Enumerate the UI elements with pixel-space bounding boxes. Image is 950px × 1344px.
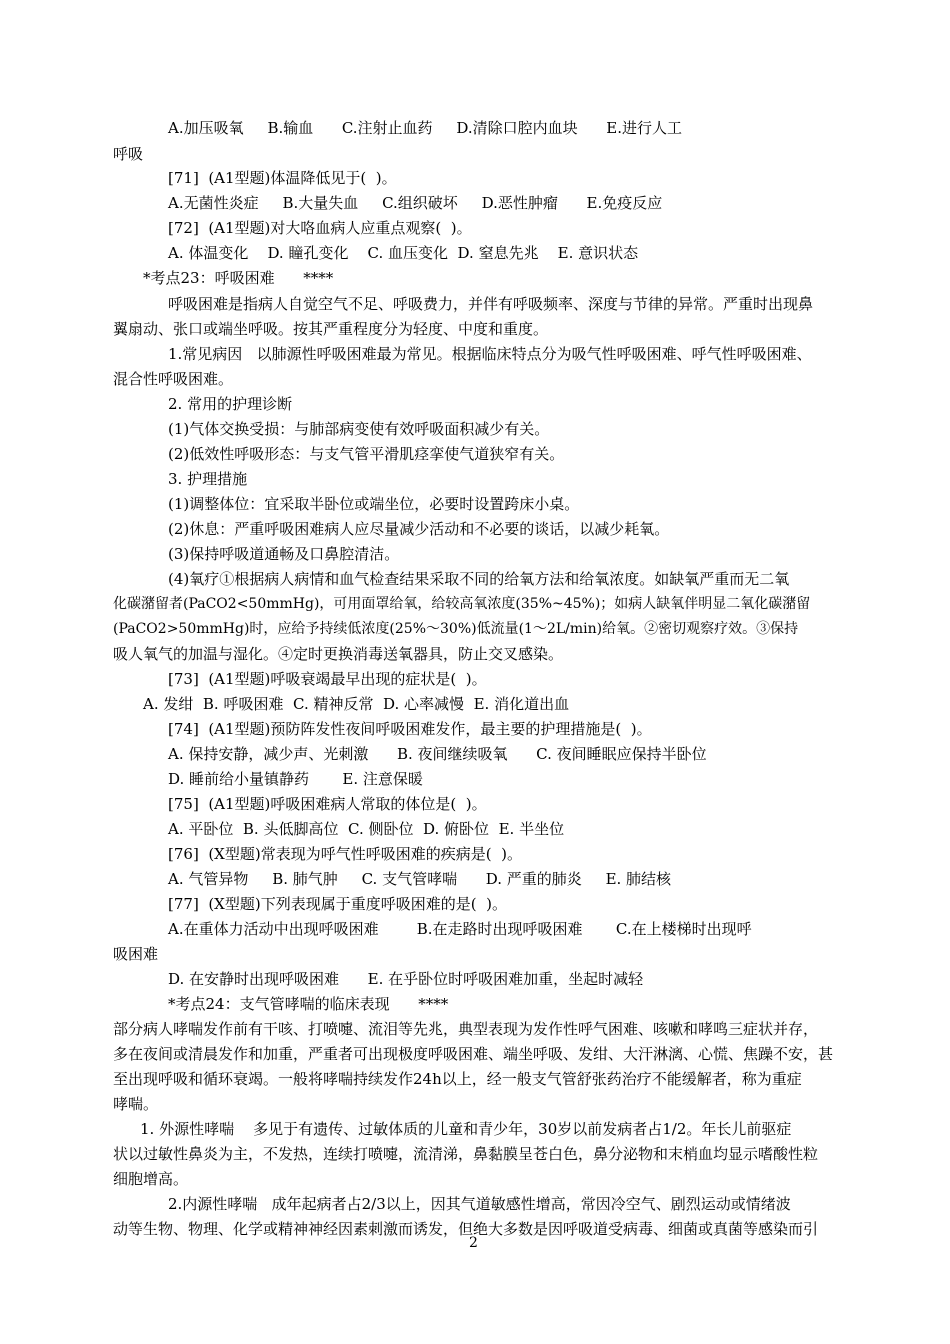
q77-options-cont: 吸困难	[113, 945, 159, 963]
q77-options: A.在重体力活动中出现呼吸困难 B.在走路时出现呼吸困难 C.在上楼梯时出现呼	[168, 920, 752, 938]
q74-options: A. 保持安静，减少声、光刺激 B. 夜间继续吸氧 C. 夜间睡眠应保持半卧位	[168, 745, 707, 763]
q77-stem: [77] (X型题)下列表现属于重度呼吸困难的是( )。	[168, 895, 507, 913]
list-item: (2)低效性呼吸形态：与支气管平滑肌痉挛使气道狭窄有关。	[168, 445, 565, 463]
section-heading: 3. 护理措施	[168, 470, 248, 488]
topic-24-heading: *考点24：支气管哮喘的临床表现 ****	[168, 995, 449, 1013]
list-item-cont: (PaCO2>50mmHg)时，应给予持续低浓度(25%～30%)低流量(1～2L/min)给氧。②密切观察疗效。③保持	[113, 621, 799, 637]
list-item: (4)氧疗①根据病人病情和血气检查结果采取不同的给氧方法和给氧浓度。如缺氧严重而无二氧	[168, 570, 790, 588]
paragraph-line: 2.内源性哮喘 成年起病者占2/3以上，因其气道敏感性增高，常因冷空气、剧烈运动或情绪波	[168, 1195, 791, 1213]
q75-options: A. 平卧位 B. 头低脚高位 C. 侧卧位 D. 俯卧位 E. 半坐位	[168, 820, 565, 838]
page-number: 2	[469, 1235, 478, 1251]
q74-options-cont: D. 睡前给小量镇静药 E. 注意保暖	[168, 770, 423, 788]
q70-options-cont: 呼吸	[113, 145, 144, 163]
q74-stem: [74] (A1型题)预防阵发性夜间呼吸困难发作，最主要的护理措施是( )。	[168, 720, 652, 738]
q77-options-cont: D. 在安静时出现呼吸困难 E. 在乎卧位时呼吸困难加重，坐起时减轻	[168, 970, 644, 988]
paragraph-line: 1. 外源性哮喘 多见于有遗传、过敏体质的儿童和青少年，30岁以前发病者占1/2。年长儿前驱症	[140, 1120, 792, 1138]
q73-options: A. 发绀 B. 呼吸困难 C. 精神反常 D. 心率减慢 E. 消化道出血	[143, 695, 570, 713]
list-item: (1)调整体位：宜采取半卧位或端坐位，必要时设置跨床小桌。	[168, 495, 580, 513]
q73-stem: [73] (A1型题)呼吸衰竭最早出现的症状是( )。	[168, 670, 487, 688]
list-item-cont: 化碳潴留者(PaCO2<50mmHg)，可用面罩给氧，给较高氧浓度(35%~45%)；如病人缺氧伴明显二氧化碳潴留	[113, 596, 811, 612]
topic-23-heading: *考点23：呼吸困难 ****	[143, 269, 334, 287]
paragraph-line: 至出现呼吸和循环衰竭。一般将哮喘持续发作24h以上，经一般支气管舒张药治疗不能缓解者，称为重症	[113, 1070, 802, 1088]
list-item: (2)休息：严重呼吸困难病人应尽量减少活动和不必要的谈话，以减少耗氧。	[168, 520, 670, 538]
q70-options: A.加压吸氧 B.输血 C.注射止血药 D.清除口腔内血块 E.进行人工	[168, 119, 682, 137]
paragraph-line: 细胞增高。	[113, 1170, 189, 1188]
list-item: (1)气体交换受损：与肺部病变使有效呼吸面积减少有关。	[168, 420, 550, 438]
paragraph-line: 1.常见病因 以肺源性呼吸困难最为常见。根据临床特点分为吸气性呼吸困难、呼气性呼吸困难、	[168, 345, 812, 363]
q71-stem: [71] (A1型题)体温降低见于( )。	[168, 169, 397, 187]
paragraph-line: 动等生物、物理、化学或精神神经因素刺激而诱发，但绝大多数是因呼吸道受病毒、细菌或真菌等感染而引	[113, 1220, 819, 1238]
paragraph-line: 多在夜间或清晨发作和加重，严重者可出现极度呼吸困难、端坐呼吸、发绀、大汗淋漓、心慌、焦躁不安，甚	[113, 1045, 834, 1063]
list-item-cont: 吸人氧气的加温与湿化。④定时更换消毒送氧器具，防止交叉感染。	[113, 645, 564, 663]
paragraph-line: 部分病人哮喘发作前有干咳、打喷嚏、流泪等先兆，典型表现为发作性呼气困难、咳嗽和哮鸣三症状并存，	[113, 1020, 819, 1038]
q72-stem: [72] (A1型题)对大咯血病人应重点观察( )。	[168, 219, 472, 237]
paragraph-line: 哮喘。	[113, 1095, 159, 1113]
paragraph-line: 翼扇动、张口或端坐呼吸。按其严重程度分为轻度、中度和重度。	[113, 320, 549, 338]
q75-stem: [75] (A1型题)呼吸困难病人常取的体位是( )。	[168, 795, 487, 813]
list-item: (3)保持呼吸道通畅及口鼻腔清洁。	[168, 545, 400, 563]
section-heading: 2. 常用的护理诊断	[168, 395, 293, 413]
q71-options: A.无菌性炎症 B.大量失血 C.组织破坏 D.恶性肿瘤 E.免疫反应	[168, 194, 663, 212]
q72-options: A. 体温变化 D. 瞳孔变化 C. 血压变化 D. 窒息先兆 E. 意识状态	[168, 244, 639, 262]
q76-stem: [76] (X型题)常表现为呼气性呼吸困难的疾病是( )。	[168, 845, 522, 863]
paragraph-line: 混合性呼吸困难。	[113, 370, 234, 388]
q76-options: A. 气管异物 B. 肺气肿 C. 支气管哮喘 D. 严重的肺炎 E. 肺结核	[168, 870, 672, 888]
paragraph-line: 状以过敏性鼻炎为主，不发热，连续打喷嚏，流清涕，鼻黏膜呈苍白色，鼻分泌物和末梢血均显示嗜酸性粒	[113, 1145, 819, 1163]
paragraph-line: 呼吸困难是指病人自觉空气不足、呼吸费力，并伴有呼吸频率、深度与节律的异常。严重时出现鼻	[168, 295, 814, 313]
